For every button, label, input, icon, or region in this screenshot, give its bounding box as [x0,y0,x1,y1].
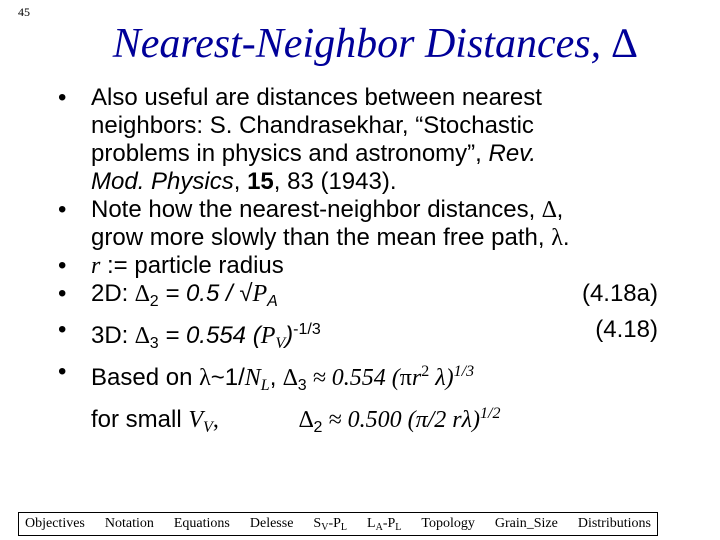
bullet-dot: • [58,196,67,223]
nav-sv-pl[interactable] [313,516,347,533]
text: problems in physics and astronomy”, [91,140,489,167]
equation: ≈ 0.500 (π/2 [322,407,453,433]
subscript: A [267,293,278,310]
exponent: -1/3 [293,321,321,338]
navigation-bar [18,512,658,536]
text: ~1/ [210,364,245,391]
subscript: 2 [149,293,159,310]
r-variable: r [452,407,462,433]
n-variable: N [244,365,261,391]
journal-part: Rev. [488,140,537,167]
text: Based on [91,364,200,391]
r-variable: r [91,253,101,279]
bullet-dot: • [58,252,67,279]
equation-number: (4.18a) [581,280,658,307]
bullet-dot: • [58,280,67,307]
equation: = 0.554 ( [158,322,261,349]
text: , [269,364,284,391]
text: Note how the nearest-neighbor distances, [91,196,542,223]
bullet-text: neighbors: S. Chandrasekhar, “Stochastic [91,112,534,139]
volume: 15 [247,168,274,195]
subscript: L [260,377,270,394]
text: -P [328,515,341,531]
subscript: 2 [313,419,323,436]
bullet-chandrasekhar [58,84,658,196]
bullet-text: Mod. Physics, 15, 83 (1943). [91,168,397,195]
subscript: 3 [149,335,159,352]
text: , [212,407,219,433]
nav-delesse[interactable]: Delesse [249,516,294,531]
subscript: L [340,521,348,533]
bullet-dot: • [58,316,67,343]
exponent: 1/3 [453,363,475,380]
bullet-dot: • [58,84,67,111]
nav-notation[interactable]: Notation [104,516,154,531]
nav-objectives[interactable]: Objectives [25,516,85,531]
journal-part: Mod. Physics [91,168,234,195]
bullet-3d [58,316,658,358]
text: -P [382,515,396,531]
exponent: 1/2 [480,405,501,422]
bullet-radius [58,252,658,280]
nav-grain-size[interactable]: Grain_Size [494,516,558,531]
lambda-symbol: λ [199,365,211,391]
text: , [556,196,564,223]
v-variable: V [188,407,204,433]
equation: λ) [461,407,480,433]
text: L [367,515,376,531]
subscript: V [275,335,286,352]
bullet-growth [58,196,658,252]
equation-number: (4.18) [595,316,658,343]
bullet-text [91,224,658,252]
text: . [562,224,570,251]
bullet-text [91,140,658,168]
delta-symbol: ∆ [135,281,150,307]
subscript: L [395,521,402,533]
nav-la-pl[interactable] [367,516,401,533]
text: for small [91,406,189,433]
equation: = 0.5 / √ [158,280,253,307]
bullet-2d [58,280,658,316]
subscript: A [375,521,383,533]
equation: ) [285,322,294,349]
delta-symbol: ∆ [283,365,298,391]
text: 3D: [91,322,136,349]
nav-equations[interactable]: Equations [173,516,230,531]
bullet-list [58,84,658,442]
subscript: V [321,521,329,533]
bullet-dot: • [58,358,67,385]
bullet-text [91,400,658,442]
subscript: 3 [297,377,307,394]
subscript: V [203,419,213,436]
p-variable: P [260,323,276,349]
bullet-text [91,196,658,224]
slide-title: Nearest-Neighbor Distances, ∆ [112,21,638,67]
nav-distributions[interactable]: Distributions [577,516,651,531]
p-variable: P [252,281,268,307]
bullet-text: Also useful are distances between nearest [91,84,542,111]
slide-number: 45 [18,5,30,19]
pi-symbol: π [399,365,412,391]
lambda-symbol: λ [551,225,563,251]
delta-symbol: ∆ [135,323,150,349]
bullet-based-on [58,358,658,442]
text: , 83 (1943). [273,168,397,195]
nav-topology[interactable]: Topology [421,516,475,531]
exponent: 2 [421,363,430,380]
text: 2D: [91,280,136,307]
delta-symbol: ∆ [541,197,557,223]
text: grow more slowly than the mean free path, [91,224,552,251]
equation: λ) [429,365,454,391]
bullet-text [91,358,658,400]
delta-symbol: ∆ [298,407,314,433]
r-variable: r [411,365,422,391]
bullet-text: := particle radius [100,252,284,279]
text: S [313,515,322,531]
equation: ≈ 0.554 ( [306,365,400,391]
